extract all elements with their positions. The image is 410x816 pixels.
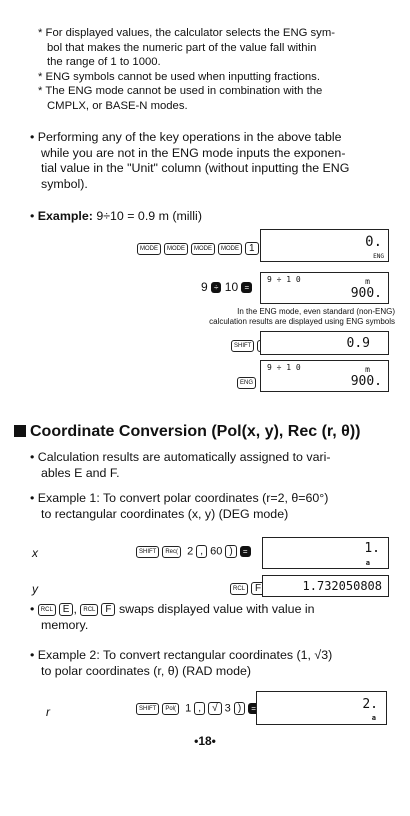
page-number: •18• [194, 734, 216, 748]
section-square-icon [14, 425, 26, 437]
digit-10: 10 [224, 280, 239, 294]
note-line: * For displayed values, the calculator selects the ENG sym- [38, 27, 335, 39]
example-2: • Example 2: To convert rectangular coordinates (1, √3) to polar coordinates (r, θ) (RAD mode) [30, 648, 333, 678]
key-sequence-1 [137, 240, 259, 258]
key-sequence-2 [201, 280, 252, 294]
display-indicator: a [365, 559, 370, 567]
one-key[interactable]: 1 [245, 242, 259, 255]
e-key[interactable]: E [59, 603, 74, 616]
display-6 [262, 575, 389, 597]
divide-key[interactable]: ÷ [211, 282, 221, 293]
display-unit: m [365, 277, 370, 286]
note-block [38, 26, 398, 113]
example-line: • Example: 9÷10 = 0.9 m (milli) [30, 209, 202, 223]
key-sequence-4 [237, 374, 259, 392]
display-unit: m [365, 365, 370, 374]
key-sequence-x [136, 545, 251, 558]
display-formula: 9 ÷ 1 0 [267, 363, 301, 372]
digit-9: 9 [201, 280, 208, 294]
display-3 [260, 331, 389, 355]
display-4 [260, 360, 389, 392]
display-main: 1.732050808 [302, 579, 382, 593]
rcl-key[interactable]: RCL [38, 604, 56, 616]
pol-key[interactable]: Pol( [162, 703, 179, 715]
note-line: * The ENG mode cannot be used in combination with the [38, 85, 323, 97]
display-indicator: ENG [373, 253, 384, 260]
mode-key[interactable]: MODE [164, 243, 188, 255]
rcl-key[interactable]: RCL [80, 604, 98, 616]
equals-key[interactable]: = [241, 282, 252, 293]
swap-bullet: • RCL E , RCL F swaps displayed value with value in memory. [30, 602, 315, 632]
digit-3: 3 [224, 702, 231, 715]
note-line: bol that makes the numeric part of the value fall within [47, 41, 317, 54]
display-main: 2. [362, 697, 378, 712]
display-main: 1. [364, 541, 380, 556]
comma-key[interactable]: , [194, 702, 205, 715]
mode-key[interactable]: MODE [218, 243, 242, 255]
digit-60: 60 [210, 545, 223, 558]
display-main: 900. [350, 374, 382, 389]
key-sequence-y [230, 580, 265, 598]
display-2 [260, 272, 389, 304]
equals-key[interactable]: = [240, 546, 251, 557]
key-sequence-r [136, 702, 259, 715]
eng-key[interactable]: ENG [237, 377, 256, 389]
display-7 [256, 691, 387, 725]
display-main: 900. [350, 286, 382, 301]
section-title: Coordinate Conversion (Pol(x, y), Rec (r, θ)) [14, 423, 360, 441]
aside-note: In the ENG mode, even standard (non-ENG) calculation results are displayed using ENG symbols [209, 307, 395, 326]
digit-2: 2 [187, 545, 194, 558]
note-line: * ENG symbols cannot be used when inputting fractions. [38, 70, 320, 83]
display-formula: 9 ÷ 1 0 [267, 275, 301, 284]
rec-key[interactable]: Rec( [162, 546, 181, 558]
shift-key[interactable]: SHIFT [136, 546, 159, 558]
close-paren-key[interactable]: ) [225, 545, 236, 558]
mode-key[interactable]: MODE [191, 243, 215, 255]
mode-key[interactable]: MODE [137, 243, 161, 255]
equals-key[interactable]: = [248, 703, 259, 714]
close-paren-key[interactable]: ) [234, 702, 245, 715]
eng-bullet: • Performing any of the key operations in the above table while you are not in the ENG mode inputs the exponen- tial value in the "Unit" column (without inputting the ENG symbol). [30, 130, 350, 191]
label-x: x [32, 546, 38, 560]
label-y: y [32, 582, 38, 596]
label-r: r [46, 705, 50, 719]
rcl-key[interactable]: RCL [230, 583, 248, 595]
shift-key[interactable]: SHIFT [136, 703, 159, 715]
sqrt-key[interactable]: √ [208, 702, 222, 715]
comma-key[interactable]: , [196, 545, 207, 558]
shift-key[interactable]: SHIFT [231, 340, 254, 352]
calc-bullet: • Calculation results are automatically assigned to vari- ables E and F. [30, 450, 331, 480]
display-1 [260, 229, 389, 262]
display-main: 0. [365, 234, 382, 250]
display-main: 0.9 [346, 336, 370, 351]
display-indicator: a [371, 714, 376, 722]
f-key[interactable]: F [101, 603, 115, 616]
digit-1: 1 [185, 702, 192, 715]
display-5 [262, 537, 389, 569]
example-1: • Example 1: To convert polar coordinates (r=2, θ=60°) to rectangular coordinates (x, y) (DEG mode) [30, 491, 329, 521]
note-line: CMPLX, or BASE-N modes. [47, 99, 188, 112]
f-key[interactable]: F [251, 582, 265, 595]
note-line: the range of 1 to 1000. [47, 56, 161, 68]
